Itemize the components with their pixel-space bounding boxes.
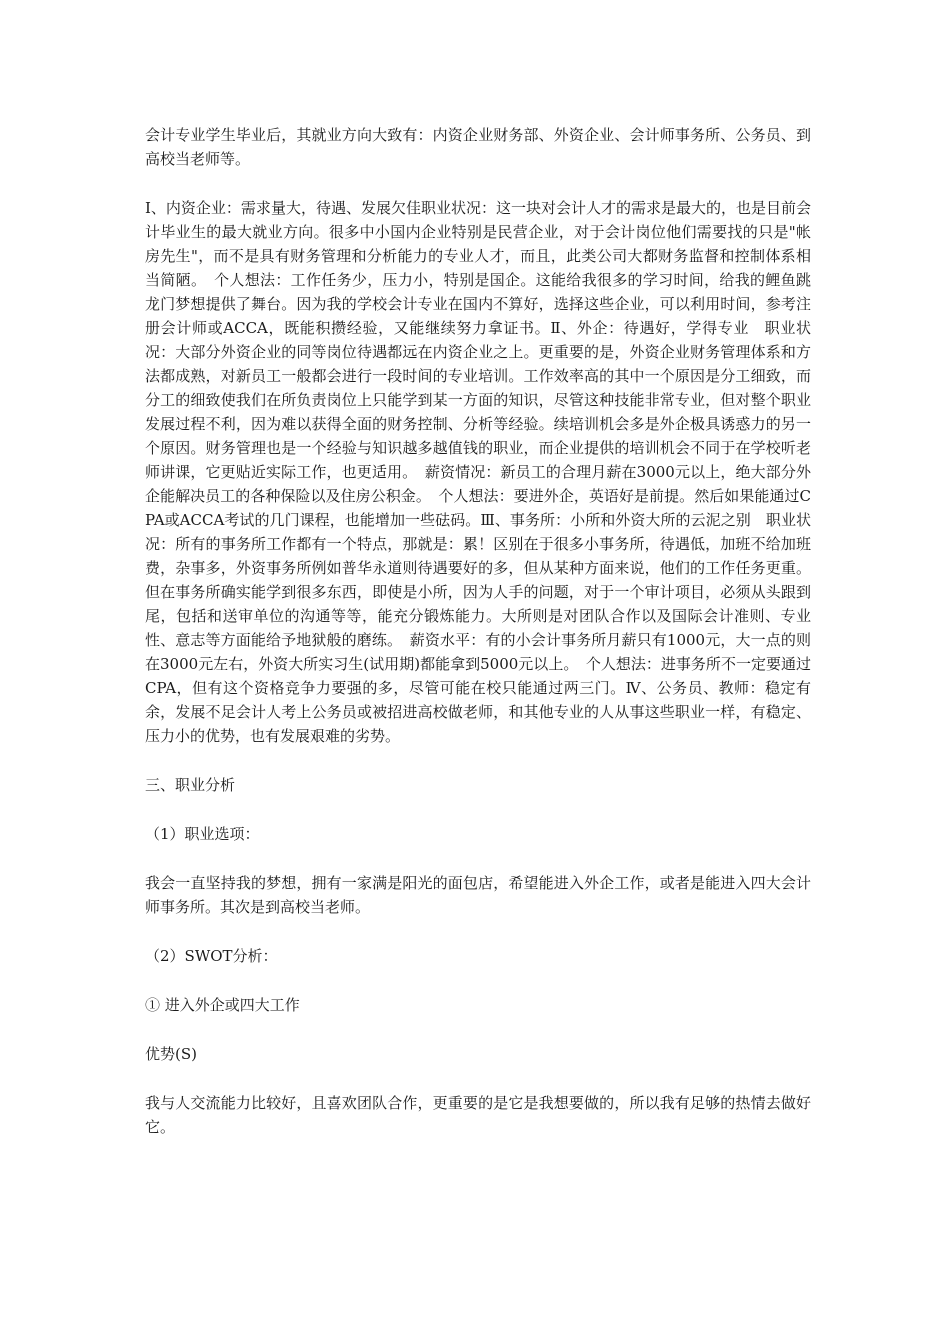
paragraph-strengths: 我与人交流能力比较好，且喜欢团队合作，更重要的是它是我想要做的，所以我有足够的热情去做好它。 bbox=[145, 1094, 811, 1136]
paragraph-career-options: 我会一直坚持我的梦想，拥有一家满是阳光的面包店，希望能进入外企工作，或者是能进入四大会计师事务所。其次是到高校当老师。 bbox=[145, 874, 811, 916]
subheading-foreign-or-big-four: ① 进入外企或四大工作 bbox=[145, 996, 300, 1014]
document-body bbox=[145, 123, 811, 1164]
section-heading-career-analysis: 三、职业分析 bbox=[145, 776, 236, 794]
subheading-strengths: 优势(S) bbox=[145, 1045, 197, 1063]
paragraph-career-directions: Ⅰ、内资企业：需求量大，待遇、发展欠佳职业状况：这一块对会计人才的需求是最大的，也是目前会计毕业生的最大就业方向。很多中小国内企业特别是民营企业，对于会计岗位他们需要找的只是"帐房先生"，而不是具有财务管理和分析能力的专业人才，而且，此类公司大都财务监督和控制体系相当简陋。 个人想法：工作任务少，压力小，特别是国企。这能给我很多的学习时间，给我的鲤鱼跳龙门梦想提供了舞台。因为我的学校会计专业在国内不算好，选择这些企业，可以利用时间，参考注册会计师或ACCA，既能积攒经验，又能继续努力拿证书。Ⅱ、外企：待遇好，学得专业 职业状况：大部分外资企业的同等岗位待遇都远在内资企业之上。更重要的是，外资企业财务管理体系和方法都成熟，对新员工一般都会进行一段时间的专业培训。工作效率高的其中一个原因是分工细致，而分工的细致使我们在所负责岗位上只能学到某一方面的知识，尽管这种技能非常专业，但对整个职业发展过程不利，因为难以获得全面的财务控制、分析等经验。续培训机会多是外企极具诱惑力的另一个原因。财务管理也是一个经验与知识越多越值钱的职业，而企业提供的培训机会不同于在学校听老师讲课，它更贴近实际工作，也更适用。 薪资情况：新员工的合理月薪在3000元以上，绝大部分外企能解决员工的各种保险以及住房公积金。 个人想法：要进外企，英语好是前提。然后如果能通过CPA或ACCA考试的几门课程，也能增加一些砝码。Ⅲ、事务所：小所和外资大所的云泥之别 职业状况：所有的事务所工作都有一个特点，那就是：累！区别在于很多小事务所，待遇低，加班不给加班费，杂事多，外资事务所例如普华永道则待遇要好的多，但从某种方面来说，他们的工作任务更重。但在事务所确实能学到很多东西，即使是小所，因为人手的问题，对于一个审计项目，必须从头跟到尾，包括和送审单位的沟通等等，能充分锻炼能力。大所则是对团队合作以及国际会计准则、专业性、意志等方面能给予地狱般的磨练。 薪资水平：有的小会计事务所月薪只有1000元，大一点的则在3000元左右，外资大所实习生(试用期)都能拿到5000元以上。 个人想法：进事务所不一定要通过CPA，但有这个资格竞争力要强的多，尽管可能在校只能通过两三门。Ⅳ、公务员、教师：稳定有余，发展不足会计人考上公务员或被招进高校做老师，和其他专业的人从事这些职业一样，有稳定、压力小的优势，也有发展艰难的劣势。 bbox=[145, 199, 811, 745]
subheading-swot: （2）SWOT分析： bbox=[145, 947, 278, 965]
paragraph-intro: 会计专业学生毕业后，其就业方向大致有：内资企业财务部、外资企业、会计师事务所、公务员、到高校当老师等。 bbox=[145, 126, 811, 168]
subheading-career-options: （1）职业选项： bbox=[145, 825, 260, 843]
